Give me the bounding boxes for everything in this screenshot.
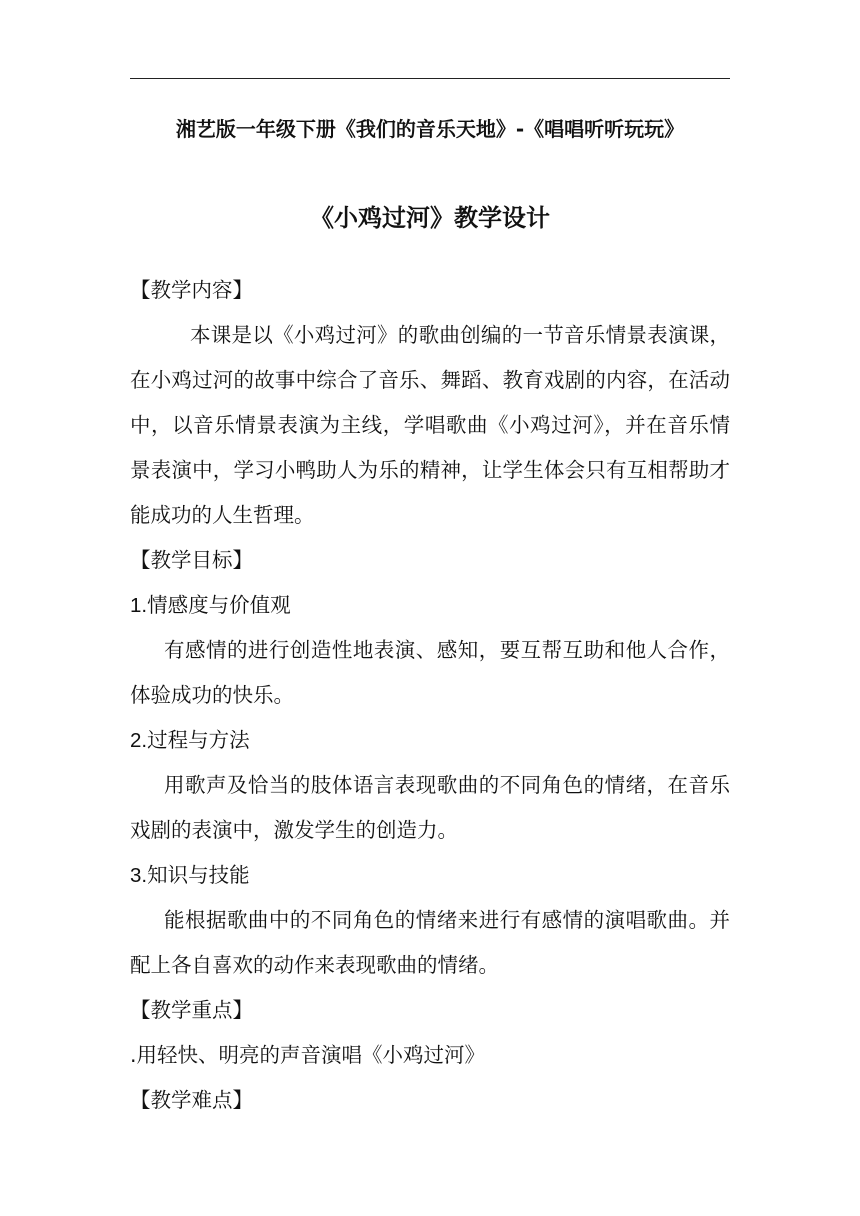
goal-2-title: 2.过程与方法 (130, 729, 250, 752)
section-heading-difficulty: 【教学难点】 (130, 1088, 253, 1112)
header-title: 湘艺版一年级下册《我们的音乐天地》-《唱唱听听玩玩》 (175, 117, 685, 141)
goal-3-paragraph: 能根据歌曲中的不同角色的情绪来进行有感情的演唱歌曲。并配上各自喜欢的动作来表现歌曲的情绪。 (130, 908, 730, 977)
document-body (130, 268, 730, 1123)
goal-2-paragraph: 用歌声及恰当的肢体语言表现歌曲的不同角色的情绪，在音乐戏剧的表演中，激发学生的创造力。 (130, 773, 730, 842)
goal-1-paragraph: 有感情的进行创造性地表演、感知，要互帮互助和他人合作，体验成功的快乐。 (130, 638, 730, 707)
page-title: 《小鸡过河》教学设计 (310, 204, 550, 232)
header-rule (130, 78, 730, 79)
goal-1-title: 1.情感度与价值观 (130, 594, 291, 617)
section-heading-goals: 【教学目标】 (130, 548, 253, 572)
section-heading-key: 【教学重点】 (130, 998, 253, 1022)
content-paragraph: 本课是以《小鸡过河》的歌曲创编的一节音乐情景表演课，在小鸡过河的故事中综合了音乐、舞蹈、教育戏剧的内容，在活动中，以音乐情景表演为主线，学唱歌曲《小鸡过河》，并在音乐情景表演中，学习小鸭助人为乐的精神，让学生体会只有互相帮助才能成功的人生哲理。 (130, 323, 730, 527)
goal-3-title: 3.知识与技能 (130, 864, 250, 887)
key-point-text: .用轻快、明亮的声音演唱《小鸡过河》 (130, 1043, 486, 1067)
section-heading-content: 【教学内容】 (130, 278, 253, 302)
